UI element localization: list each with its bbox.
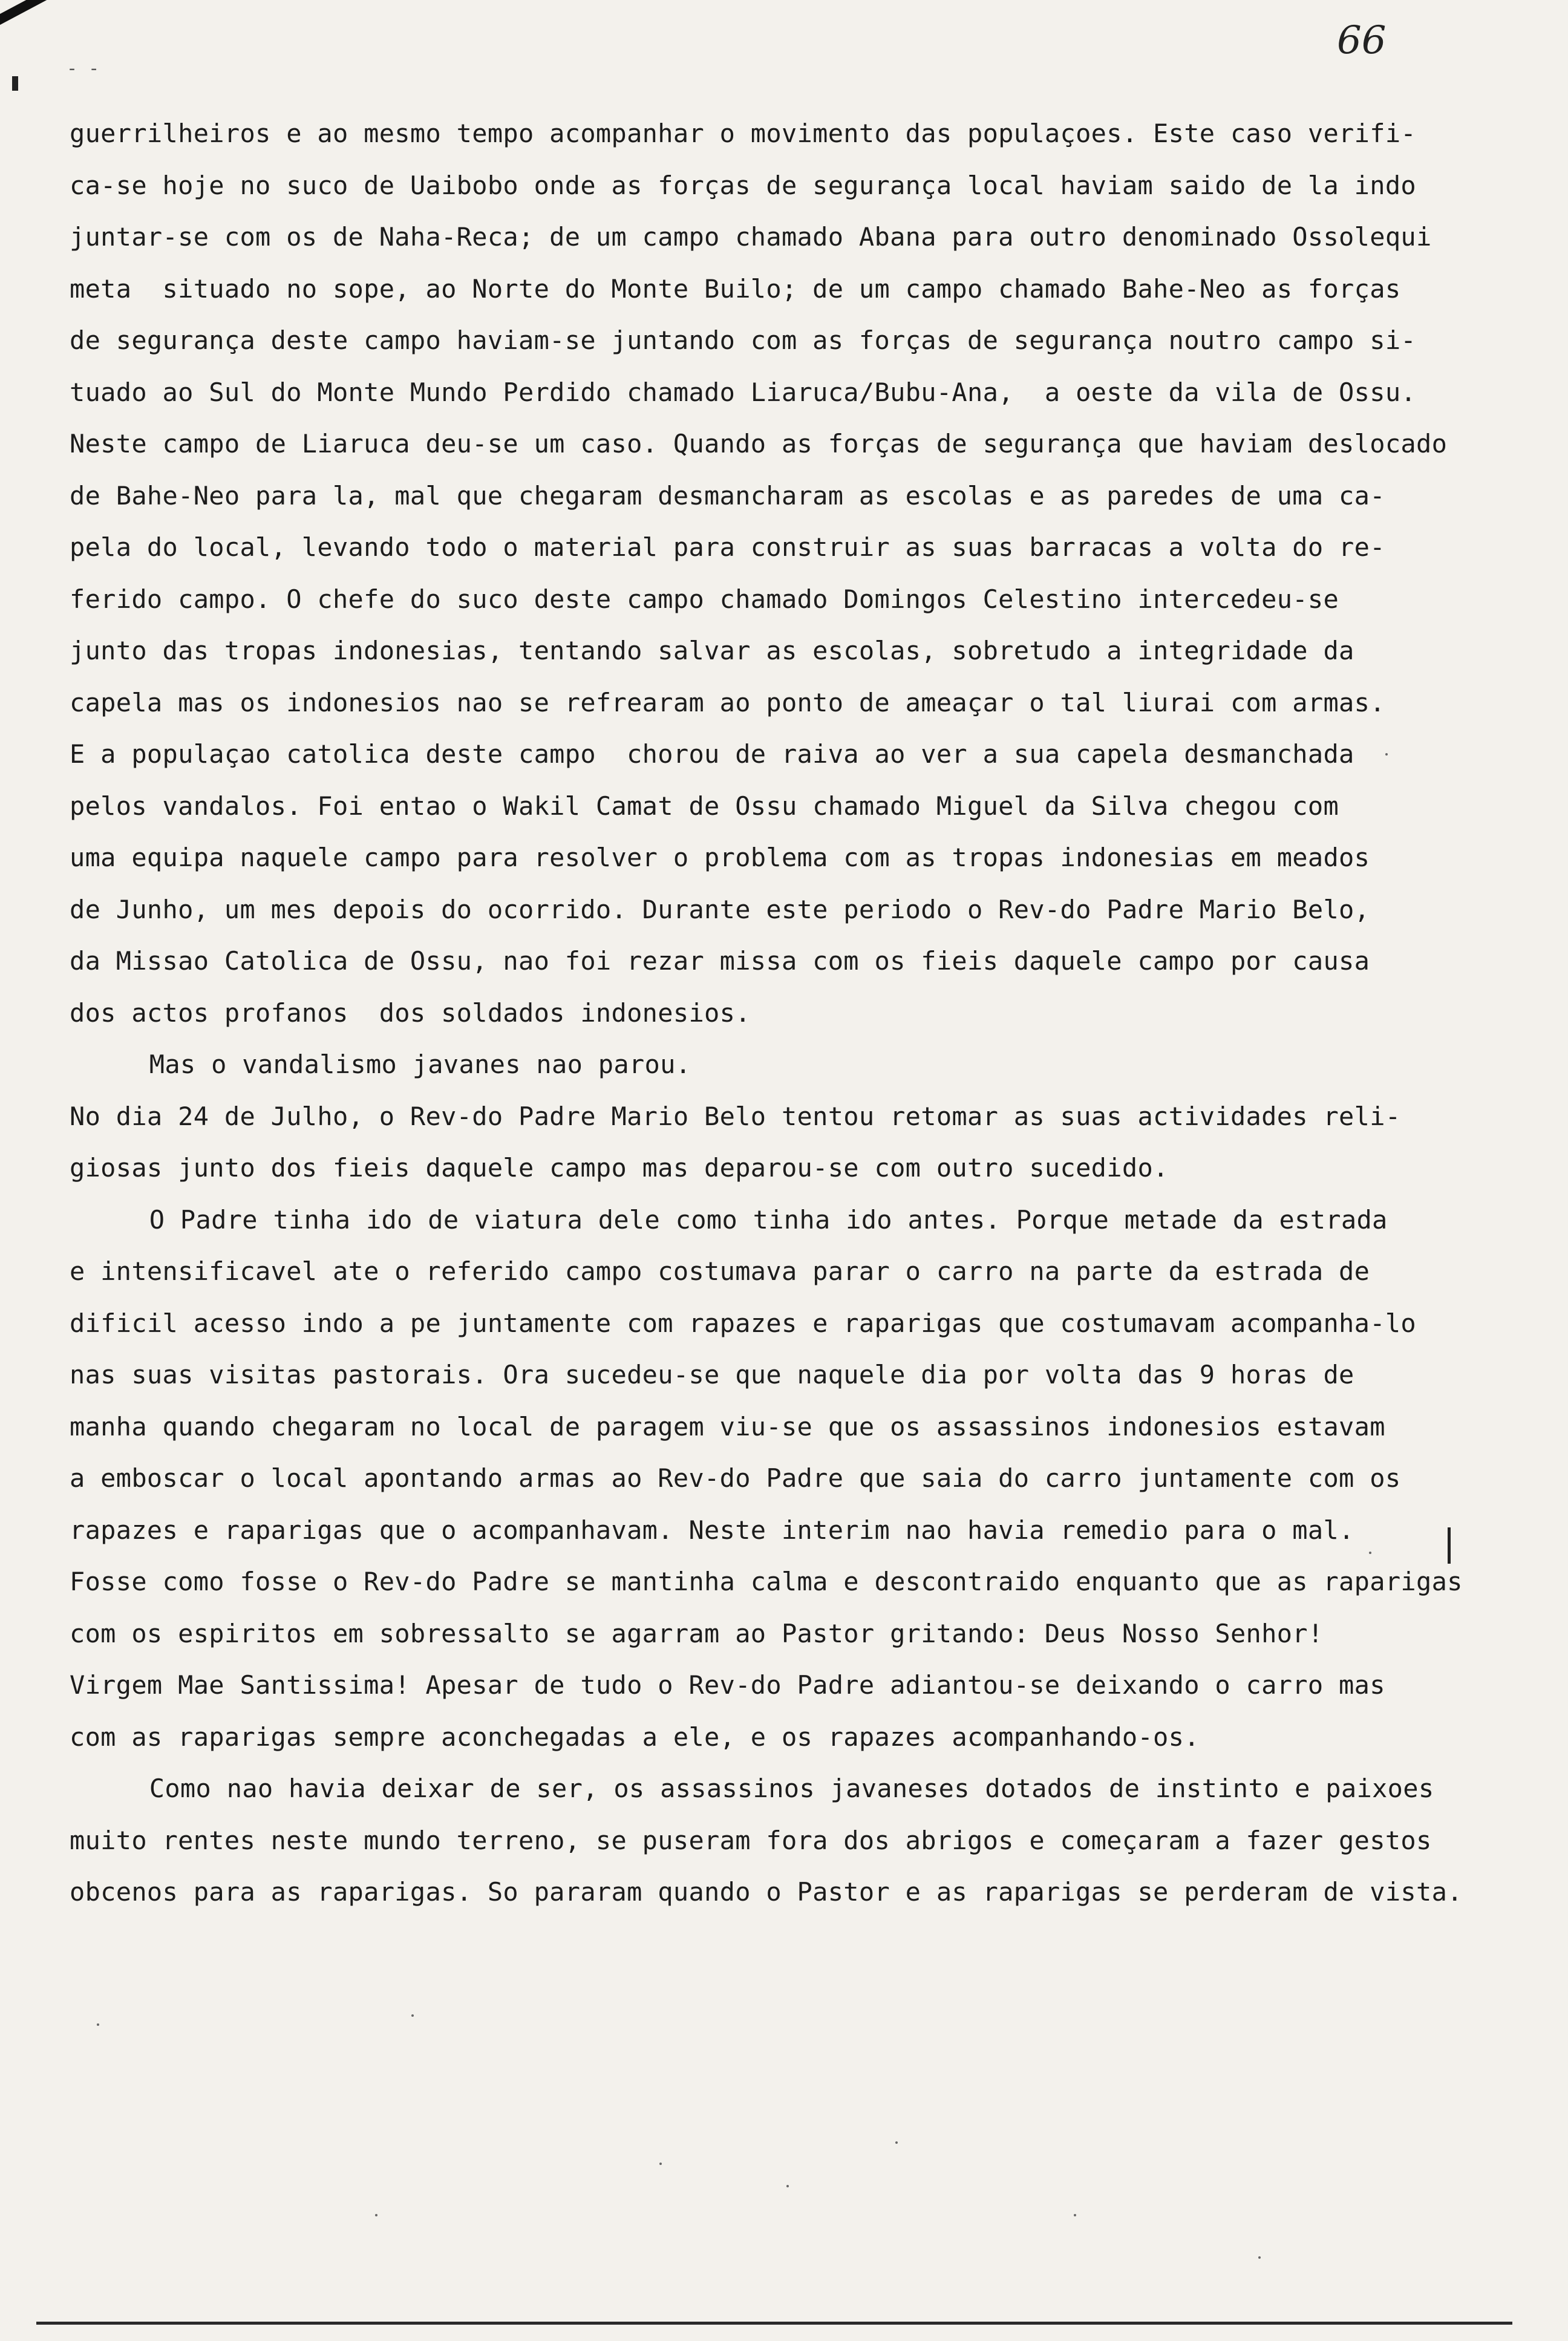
scan-speck — [1258, 2256, 1261, 2259]
scan-speck — [1385, 753, 1388, 756]
page-number: 66 — [1337, 18, 1387, 63]
text-line: de segurança deste campo haviam-se juntando com as forças de segurança noutro campo si- — [70, 325, 1416, 355]
scan-speck — [895, 2141, 898, 2144]
corner-pen-mark — [0, 0, 123, 33]
text-line: obcenos para as raparigas. So pararam quando o Pastor e as raparigas se perderam de vista. — [70, 1877, 1463, 1907]
text-line: a emboscar o local apontando armas ao Rev-do Padre que saia do carro juntamente com os — [70, 1463, 1401, 1493]
scan-speck — [411, 2014, 414, 2017]
scan-speck — [97, 2023, 99, 2026]
text-line: No dia 24 de Julho, o Rev-do Padre Mario Belo tentou retomar as suas actividades reli- — [70, 1101, 1401, 1131]
text-line: da Missao Catolica de Ossu, nao foi rezar missa com os fieis daquele campo por causa — [70, 946, 1370, 976]
text-line: manha quando chegaram no local de paragem viu-se que os assassinos indonesios estavam — [70, 1411, 1385, 1441]
margin-mark — [1448, 1527, 1451, 1564]
text-line: E a populaçao catolica deste campo chorou de raiva ao ver a sua capela desmanchada — [70, 739, 1354, 769]
bottom-rule — [36, 2322, 1512, 2325]
text-line: O Padre tinha ido de viatura dele como tinha ido antes. Porque metade da estrada — [103, 1204, 1388, 1235]
text-line: giosas junto dos fieis daquele campo mas deparou-se com outro sucedido. — [70, 1153, 1169, 1183]
text-line: meta situado no sope, ao Norte do Monte Builo; de um campo chamado Bahe-Neo as forças — [70, 273, 1401, 304]
text-line: Neste campo de Liaruca deu-se um caso. Quando as forças de segurança que haviam deslocado — [70, 429, 1448, 459]
text-line: Como nao havia deixar de ser, os assassinos javaneses dotados de instinto e paixoes — [103, 1774, 1434, 1803]
text-line: tuado ao Sul do Monte Mundo Perdido chamado Liaruca/Bubu-Ana, a oeste da vila de Ossu. — [70, 377, 1416, 407]
stray-mark: - - — [67, 58, 100, 79]
text-line: dificil acesso indo a pe juntamente com rapazes e raparigas que costumavam acompanha-lo — [70, 1308, 1416, 1338]
text-line: com as raparigas sempre aconchegadas a ele, e os rapazes acompanhando-os. — [70, 1722, 1200, 1752]
text-line: junto das tropas indonesias, tentando salvar as escolas, sobretudo a integridade da — [70, 636, 1354, 665]
text-line: Virgem Mae Santissima! Apesar de tudo o Rev-do Padre adiantou-se deixando o carro mas — [70, 1670, 1385, 1700]
corner-pen-mark-small — [12, 76, 18, 91]
text-line: muito rentes neste mundo terreno, se puseram fora dos abrigos e começaram a fazer gestos — [70, 1825, 1432, 1855]
text-line: rapazes e raparigas que o acompanhavam. Neste interim nao havia remedio para o mal. — [70, 1515, 1354, 1545]
scan-speck — [1369, 1552, 1371, 1554]
text-line: Fosse como fosse o Rev-do Padre se mantinha calma e descontraido enquanto que as raparigas — [70, 1567, 1463, 1596]
text-line: dos actos profanos dos soldados indonesios. — [70, 997, 751, 1028]
text-line: nas suas visitas pastorais. Ora sucedeu-se que naquele dia por volta das 9 horas de — [70, 1360, 1354, 1389]
scan-speck — [375, 2214, 377, 2216]
text-line: pela do local, levando todo o material para construir as suas barracas a volta do re- — [70, 532, 1385, 562]
text-line: juntar-se com os de Naha-Reca; de um campo chamado Abana para outro denominado Ossolequi — [70, 222, 1432, 252]
scan-speck — [786, 2185, 789, 2187]
scan-speck — [1074, 2214, 1076, 2216]
text-line: ca-se hoje no suco de Uaibobo onde as forças de segurança local haviam saido de la indo — [70, 170, 1416, 200]
text-line: ferido campo. O chefe do suco deste campo chamado Domingos Celestino intercedeu-se — [70, 584, 1339, 614]
text-line: e intensificavel ate o referido campo costumava parar o carro na parte da estrada de — [70, 1256, 1370, 1286]
text-line: uma equipa naquele campo para resolver o problema com as tropas indonesias em meados — [70, 843, 1370, 872]
text-line: Mas o vandalismo javanes nao parou. — [103, 1050, 691, 1079]
text-line: pelos vandalos. Foi entao o Wakil Camat de Ossu chamado Miguel da Silva chegou com — [70, 791, 1339, 821]
text-line: capela mas os indonesios nao se refrearam ao ponto de ameaçar o tal liurai com armas. — [70, 687, 1385, 717]
text-line: de Junho, um mes depois do ocorrido. Durante este periodo o Rev-do Padre Mario Belo, — [70, 894, 1370, 924]
text-line: com os espiritos em sobressalto se agarram ao Pastor gritando: Deus Nosso Senhor! — [70, 1618, 1324, 1648]
text-line: guerrilheiros e ao mesmo tempo acompanhar o movimento das populaçoes. Este caso verifi- — [70, 119, 1416, 148]
text-line: de Bahe-Neo para la, mal que chegaram desmancharam as escolas e as paredes de uma ca- — [70, 480, 1385, 511]
scan-speck — [659, 2163, 662, 2165]
